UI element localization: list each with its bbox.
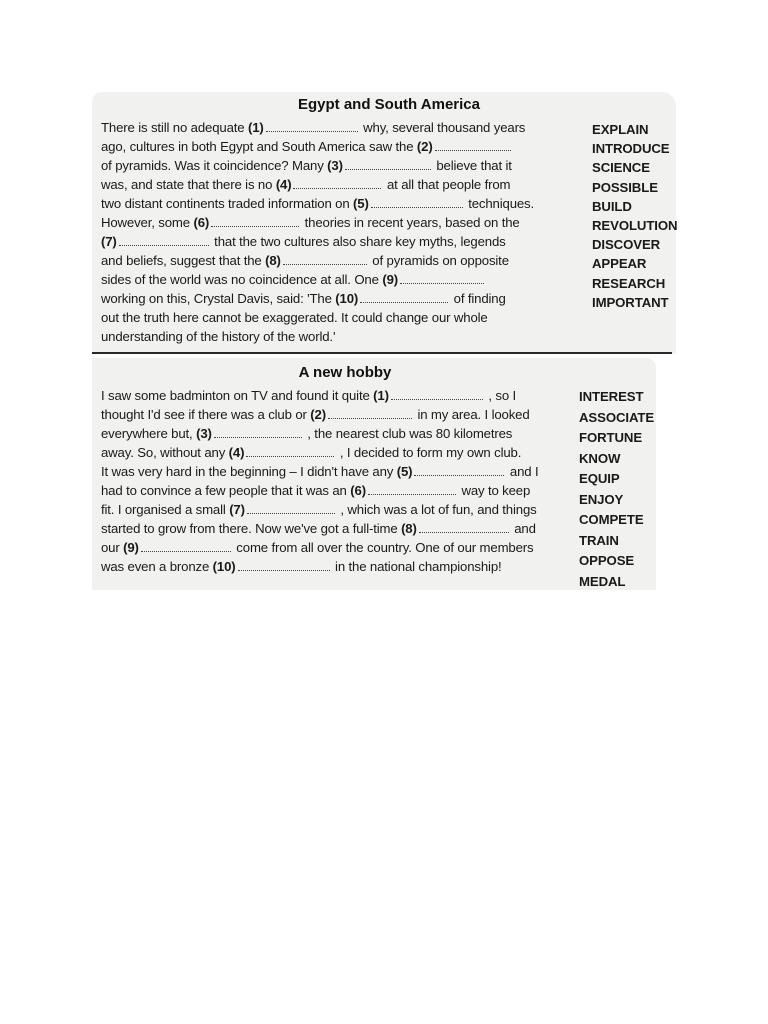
word-list <box>579 387 654 592</box>
word-item: EQUIP <box>579 471 620 486</box>
answer-gap[interactable] <box>360 291 448 303</box>
exercise-new-hobby <box>92 358 656 590</box>
gap-number: (6) <box>193 215 210 230</box>
answer-gap[interactable] <box>266 120 358 132</box>
gap-number: (4) <box>228 445 245 460</box>
word-item: IMPORTANT <box>592 294 669 310</box>
text-line: was even a bronze (10) in the national championship! <box>101 559 502 574</box>
word-item: FORTUNE <box>579 430 643 445</box>
gap-number: (7) <box>101 234 117 249</box>
word-item: ASSOCIATE <box>579 409 655 425</box>
exercise-text <box>101 386 569 576</box>
text-line: had to convince a few people that it was an (6) way to keep <box>101 483 531 498</box>
word-item: INTRODUCE <box>592 141 670 157</box>
text-line: working on this, Crystal Davis, said: 'The (10) of finding <box>101 291 506 306</box>
gap-number: (4) <box>275 177 292 192</box>
text-line: ago, cultures in both Egypt and South America saw the (2) <box>101 137 571 156</box>
gap-number: (10) <box>335 291 359 306</box>
answer-gap[interactable] <box>211 215 299 227</box>
answer-gap[interactable] <box>293 177 381 189</box>
word-item: BUILD <box>592 198 632 214</box>
gap-number: (10) <box>212 559 236 574</box>
answer-gap[interactable] <box>246 445 334 457</box>
text-line: of pyramids. Was it coincidence? Many (3) believe that it <box>101 158 512 173</box>
text-line: and beliefs, suggest that the (8) of pyramids on opposite <box>101 253 509 268</box>
gap-number: (7) <box>229 502 245 517</box>
text-line: thought I'd see if there was a club or (2) in my area. I looked <box>101 407 530 422</box>
word-item: OPPOSE <box>579 553 635 568</box>
word-item: EXPLAIN <box>592 122 649 137</box>
word-item: APPEAR <box>592 256 647 272</box>
answer-gap[interactable] <box>400 272 484 284</box>
answer-gap[interactable] <box>414 464 504 476</box>
answer-gap[interactable] <box>119 234 209 246</box>
word-item: ENJOY <box>579 491 624 507</box>
answer-gap[interactable] <box>419 521 509 533</box>
answer-gap[interactable] <box>247 502 335 514</box>
answer-gap[interactable] <box>345 158 431 170</box>
word-item: INTEREST <box>579 389 644 404</box>
gap-number: (9) <box>123 540 139 555</box>
text-line: out the truth here cannot be exaggerated. It could change our whole <box>101 310 488 325</box>
answer-gap[interactable] <box>371 196 463 208</box>
gap-number: (9) <box>382 272 398 287</box>
gap-number: (2) <box>310 407 326 422</box>
text-line: fit. I organised a small (7) , which was a lot of fun, and things <box>101 502 537 517</box>
text-line: There is still no adequate (1) why, several thousand years <box>101 120 526 135</box>
gap-number: (8) <box>401 521 417 536</box>
text-line: away. So, without any (4) , I decided to form my own club. <box>101 445 522 460</box>
gap-number: (3) <box>327 158 343 173</box>
text-line: understanding of the history of the world.' <box>101 329 336 344</box>
answer-gap[interactable] <box>238 559 330 571</box>
gap-number: (5) <box>396 464 413 479</box>
word-item: REVOLUTION <box>592 218 678 234</box>
word-item: SCIENCE <box>592 160 650 176</box>
text-line: It was very hard in the beginning – I didn't have any (5) and I <box>101 464 539 479</box>
gap-number: (6) <box>350 483 366 498</box>
text-line: started to grow from there. Now we've got a full-time (8) and <box>101 521 536 536</box>
gap-number: (8) <box>265 253 281 268</box>
word-item: RESEARCH <box>592 275 666 291</box>
text-line: our (9) come from all over the country. One of our members <box>101 540 534 555</box>
gap-number: (2) <box>416 139 433 154</box>
word-list <box>592 120 677 312</box>
word-item: DISCOVER <box>592 237 661 253</box>
answer-gap[interactable] <box>141 540 231 552</box>
word-item: MEDAL <box>579 573 626 589</box>
text-line: (7) that the two cultures also share key myths, legends <box>101 234 506 249</box>
text-line: However, some (6) theories in recent years, based on the <box>101 215 520 230</box>
answer-gap[interactable] <box>435 139 511 151</box>
word-item: KNOW <box>579 450 621 466</box>
gap-number: (1) <box>373 388 389 403</box>
answer-gap[interactable] <box>214 426 302 438</box>
text-line: two distant continents traded information on (5) techniques. <box>101 196 535 211</box>
answer-gap[interactable] <box>283 253 367 265</box>
answer-gap[interactable] <box>391 388 483 400</box>
exercise-text <box>101 118 571 346</box>
text-line: I saw some badminton on TV and found it quite (1) , so I <box>101 388 517 403</box>
gap-number: (5) <box>353 196 369 211</box>
answer-gap[interactable] <box>328 407 412 419</box>
section-divider <box>92 352 672 354</box>
answer-gap[interactable] <box>368 483 456 495</box>
word-item: TRAIN <box>579 532 619 548</box>
exercise-egypt-south-america <box>92 92 676 354</box>
word-item: POSSIBLE <box>592 179 658 195</box>
exercise-title: A new hobby <box>298 364 392 381</box>
exercise-title: Egypt and South America <box>298 96 480 113</box>
gap-number: (3) <box>196 426 212 441</box>
text-line: sides of the world was no coincidence at all. One (9) <box>101 270 571 289</box>
text-line: everywhere but, (3) , the nearest club was 80 kilometres <box>101 426 513 441</box>
gap-number: (1) <box>247 120 264 135</box>
text-line: was, and state that there is no (4) at all that people from <box>101 177 511 192</box>
word-item: COMPETE <box>579 512 644 527</box>
